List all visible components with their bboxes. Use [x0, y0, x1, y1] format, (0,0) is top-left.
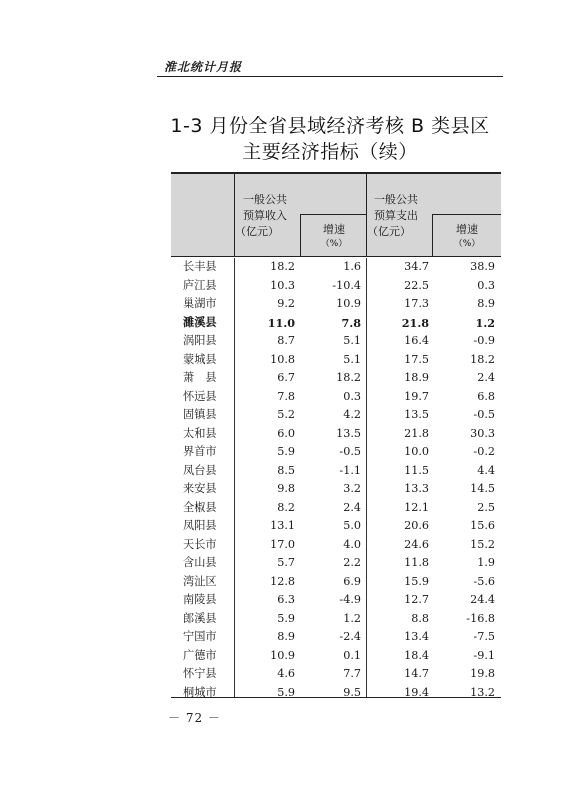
expend-growth-value: 38.9 — [470, 260, 495, 273]
income-value: 7.8 — [277, 389, 295, 403]
county-name: 蒙城县 — [183, 352, 217, 366]
income-header-line1: 一般公共 — [243, 193, 287, 206]
income-growth-value: 5.1 — [343, 334, 361, 347]
income-growth-value: 5.0 — [343, 519, 361, 532]
expend-growth-value: -5.6 — [473, 574, 495, 588]
county-name: 庐江县 — [183, 278, 217, 292]
expend-value: 18.4 — [404, 648, 429, 662]
income-growth-value: 9.5 — [343, 685, 361, 699]
income-header-unit: （亿元） — [235, 225, 279, 238]
income-value: 8.7 — [277, 334, 295, 347]
table-title: 1-3 月份全省县域经济考核 B 类县区 — [170, 115, 490, 137]
income-value: 10.3 — [270, 278, 295, 292]
table-row — [171, 591, 501, 610]
income-value: 8.2 — [277, 500, 295, 514]
page-number: － 72 － — [168, 711, 221, 725]
header-top-border — [171, 172, 501, 174]
header-bottom-border — [171, 256, 501, 257]
table-row — [171, 295, 501, 314]
table-row — [171, 573, 501, 592]
table-bottom-border — [171, 697, 501, 698]
income-header-line2: 预算收入 — [243, 209, 287, 222]
table-row — [171, 314, 501, 333]
county-name: 固镇县 — [183, 408, 217, 421]
expend-value: 10.0 — [404, 445, 429, 458]
income-value: 18.2 — [270, 260, 295, 273]
expend-growth-value: -0.5 — [473, 408, 495, 421]
income-growth-value: 7.7 — [343, 667, 361, 680]
income-value: 8.5 — [277, 463, 295, 477]
table-row — [171, 388, 501, 407]
table-row — [171, 684, 501, 703]
county-name: 怀宁县 — [183, 667, 217, 680]
income-growth-value: 1.2 — [343, 611, 361, 625]
income-growth-value: 13.5 — [336, 426, 361, 440]
expend-value: 13.4 — [404, 630, 429, 643]
expend-growth-value: 1.9 — [477, 556, 495, 569]
income-growth-unit: （%） — [320, 239, 348, 249]
expend-growth-value: 24.4 — [470, 593, 495, 606]
expend-growth-value: 4.4 — [477, 463, 495, 477]
income-growth-value: 18.2 — [336, 371, 361, 384]
county-name: 桐城市 — [183, 685, 217, 699]
expend-value: 8.8 — [411, 611, 429, 625]
income-value: 9.8 — [277, 482, 295, 495]
county-name: 凤台县 — [183, 463, 217, 477]
table-row — [171, 554, 501, 573]
income-value: 8.9 — [277, 630, 295, 643]
income-growth-value: 6.9 — [343, 574, 361, 588]
income-growth-value: -1.1 — [339, 463, 361, 477]
expend-growth-value: 30.3 — [470, 426, 495, 440]
expend-growth-value: -0.9 — [473, 334, 495, 347]
expend-value: 14.7 — [404, 667, 429, 680]
expend-growth-value: 18.2 — [470, 352, 495, 366]
county-name: 怀远县 — [183, 389, 217, 403]
expend-growth-value: 2.5 — [477, 500, 495, 514]
income-value: 5.9 — [277, 445, 295, 458]
header-divider — [432, 214, 501, 215]
expend-value: 34.7 — [404, 260, 429, 273]
expend-value: 21.8 — [404, 426, 429, 440]
county-name: 太和县 — [183, 426, 217, 440]
expend-value: 13.5 — [404, 408, 429, 421]
income-growth-value: 5.1 — [343, 352, 361, 366]
table-row — [171, 258, 501, 277]
table-row — [171, 610, 501, 629]
expend-growth-value: 19.8 — [470, 667, 495, 680]
header-rule — [157, 76, 503, 77]
expend-growth-value: 8.9 — [477, 297, 495, 310]
county-name: 界首市 — [183, 445, 217, 458]
table-row — [171, 462, 501, 481]
expend-growth-value: 6.8 — [477, 389, 495, 403]
income-growth-value: 1.6 — [343, 260, 361, 273]
income-value: 5.9 — [277, 685, 295, 699]
county-name: 宁国市 — [183, 630, 217, 643]
table-subtitle: 主要经济指标（续） — [242, 141, 418, 163]
table-row — [171, 277, 501, 296]
income-growth-value: 2.2 — [343, 556, 361, 569]
expend-growth-value: 1.2 — [475, 315, 495, 330]
income-value: 10.8 — [270, 352, 295, 366]
expend-growth-header: 增速 — [456, 223, 478, 236]
income-growth-value: 0.1 — [343, 648, 361, 662]
expend-value: 11.8 — [404, 556, 429, 569]
income-growth-value: -0.5 — [339, 445, 361, 458]
income-growth-value: 2.4 — [343, 500, 361, 514]
county-name: 涡阳县 — [183, 334, 217, 347]
income-growth-value: 4.2 — [343, 408, 361, 421]
expend-value: 16.4 — [404, 334, 429, 347]
table-row — [171, 628, 501, 647]
expend-growth-value: -9.1 — [473, 648, 495, 662]
county-name: 含山县 — [183, 556, 217, 569]
expend-growth-value: 15.6 — [470, 519, 495, 532]
expend-growth-value: -7.5 — [473, 630, 495, 643]
county-name: 巢湖市 — [183, 297, 217, 310]
county-name: 南陵县 — [183, 593, 217, 606]
expend-value: 15.9 — [404, 574, 429, 588]
expend-growth-unit: （%） — [453, 239, 481, 249]
expend-value: 19.4 — [404, 685, 429, 699]
table-row — [171, 351, 501, 370]
expend-value: 12.1 — [404, 500, 429, 514]
expend-growth-value: 15.2 — [470, 537, 495, 551]
income-value: 4.6 — [277, 667, 295, 680]
income-value: 6.7 — [277, 371, 295, 384]
income-value: 11.0 — [267, 315, 295, 330]
income-value: 13.1 — [270, 519, 295, 532]
table-header — [171, 172, 501, 257]
county-name: 郎溪县 — [183, 611, 217, 625]
expend-value: 13.3 — [404, 482, 429, 495]
income-growth-value: 0.3 — [343, 389, 361, 403]
table-row — [171, 406, 501, 425]
table-row — [171, 499, 501, 518]
county-name: 濉溪县 — [183, 315, 217, 329]
expend-value: 24.6 — [404, 537, 429, 551]
expend-value: 22.5 — [404, 278, 429, 292]
county-name: 全椒县 — [183, 500, 217, 514]
expend-value: 21.8 — [401, 315, 429, 330]
expend-value: 17.3 — [404, 297, 429, 310]
running-head: 淮北统计月报 — [164, 60, 243, 74]
county-name: 凤阳县 — [183, 519, 217, 532]
table-row — [171, 480, 501, 499]
expend-header-line2: 预算支出 — [374, 209, 418, 222]
income-value: 12.8 — [270, 574, 295, 588]
table-row — [171, 665, 501, 684]
income-growth-value: 10.9 — [336, 297, 361, 310]
income-value: 5.2 — [277, 408, 295, 421]
county-name: 萧 县 — [183, 371, 217, 384]
expend-growth-value: 14.5 — [470, 482, 495, 495]
table-row — [171, 647, 501, 666]
income-value: 5.9 — [277, 611, 295, 625]
income-growth-value: 7.8 — [341, 315, 361, 330]
table-row — [171, 425, 501, 444]
income-value: 6.0 — [277, 426, 295, 440]
expend-value: 20.6 — [404, 519, 429, 532]
income-growth-value: -2.4 — [339, 630, 361, 643]
expend-value: 11.5 — [404, 463, 429, 477]
table-row — [171, 536, 501, 555]
county-name: 天长市 — [183, 537, 217, 551]
header-divider — [300, 214, 367, 215]
expend-growth-value: 2.4 — [477, 371, 495, 384]
income-growth-header: 增速 — [323, 223, 345, 236]
expend-growth-value: 13.2 — [470, 685, 495, 699]
expend-header-unit: （亿元） — [367, 225, 411, 238]
header-divider — [234, 172, 235, 257]
income-growth-value: 4.0 — [343, 537, 361, 551]
expend-value: 17.5 — [404, 352, 429, 366]
income-value: 6.3 — [277, 593, 295, 606]
expend-header-line1: 一般公共 — [374, 193, 418, 206]
table-row — [171, 369, 501, 388]
county-name: 广德市 — [183, 648, 217, 662]
expend-growth-value: -0.2 — [473, 445, 495, 458]
income-growth-value: -10.4 — [332, 278, 361, 292]
county-name: 长丰县 — [183, 260, 217, 273]
income-growth-value: -4.9 — [339, 593, 361, 606]
income-value: 5.7 — [277, 556, 295, 569]
expend-growth-value: -16.8 — [466, 611, 495, 625]
table-row — [171, 517, 501, 536]
table-row — [171, 332, 501, 351]
expend-growth-value: 0.3 — [477, 278, 495, 292]
table-row — [171, 443, 501, 462]
income-growth-value: 3.2 — [343, 482, 361, 495]
expend-value: 19.7 — [404, 389, 429, 403]
expend-value: 12.7 — [404, 593, 429, 606]
income-value: 9.2 — [277, 297, 295, 310]
county-name: 湾沚区 — [183, 574, 217, 588]
county-name: 来安县 — [183, 482, 217, 495]
expend-value: 18.9 — [404, 371, 429, 384]
income-value: 10.9 — [270, 648, 295, 662]
income-value: 17.0 — [270, 537, 295, 551]
